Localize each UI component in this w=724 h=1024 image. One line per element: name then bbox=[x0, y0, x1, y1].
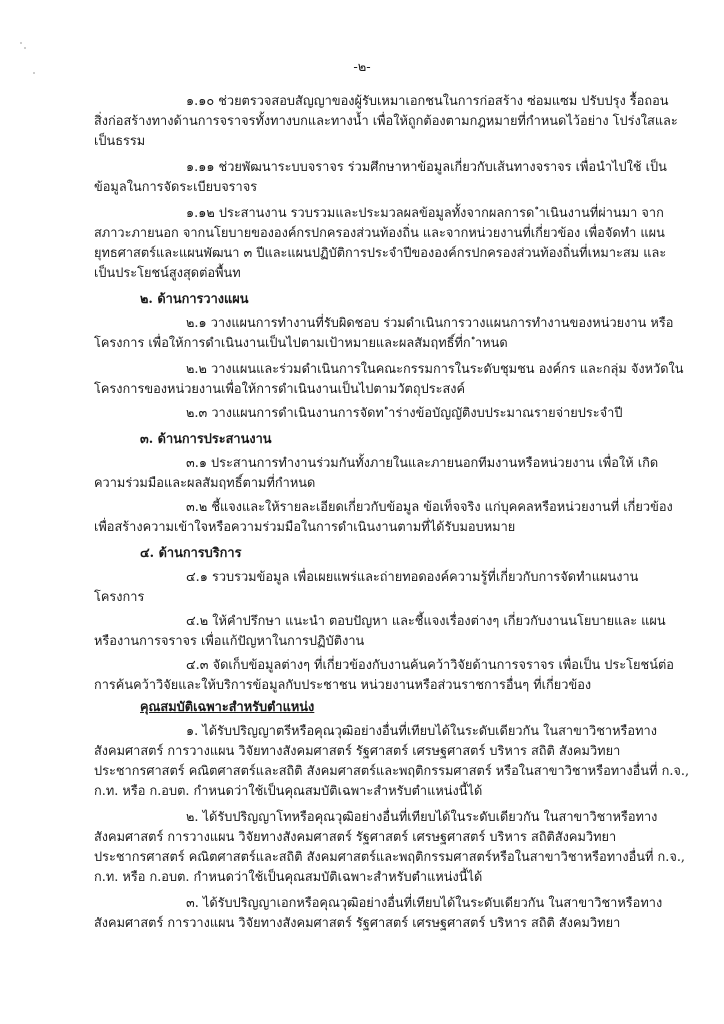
text-line: ๔.๑ รวบรวมข้อมูล เพื่อเผยแพร่และถ่ายทอดองค์ความรู้ที่เกี่ยวกับการจัดทำแผนงาน bbox=[186, 570, 639, 585]
text-line: ความร่วมมือและผลสัมฤทธิ์ตามที่กำหนด bbox=[94, 476, 316, 491]
text-line: ข้อมูลในการจัดระเบียบจราจร bbox=[94, 180, 258, 195]
text-line: ก.ท. หรือ ก.อบต. กำหนดว่าใช้เป็นคุณสมบัติเฉพาะสำหรับตำแหน่งนี้ได้ bbox=[94, 870, 483, 885]
scan-speck bbox=[20, 42, 22, 44]
text-line: ๒.๑ วางแผนการทำงานที่รับผิดชอบ ร่วมดำเนินการวางแผนการทำงานของหน่วยงาน หรือ bbox=[186, 316, 674, 331]
text-line: สังคมศาสตร์ การวางแผน วิจัยทางสังคมศาสตร์ รัฐศาสตร์ เศรษฐศาสตร์ บริหาร สถิติ สังคมวิทยา bbox=[94, 916, 621, 931]
text-line: ๑.๑๐ ช่วยตรวจสอบสัญญาของผู้รับเหมาเอกชนในการก่อสร้าง ซ่อมแซม ปรับปรุง รื้อถอน bbox=[186, 94, 669, 109]
text-line: ประชากรศาสตร์ คณิตศาสตร์และสถิติ สังคมศาสตร์และพฤติกรรมศาสตร์ หรือในสาขาวิชาหรือทางอื่นที่ ก.จ., bbox=[94, 764, 690, 779]
section-heading: ๒. ด้านการวางแผน bbox=[140, 292, 249, 307]
text-line: ยุทธศาสตร์และแผนพัฒนา ๓ ปีและแผนปฏิบัติการประจำปีขององค์กรปกครองส่วนท้องถิ่นที่เหมาะสม และ bbox=[94, 246, 667, 261]
text-line: ๔.๓ จัดเก็บข้อมูลต่างๆ ที่เกี่ยวข้องกับงานค้นคว้าวิจัยด้านการจราจร เพื่อเป็น ประโยชน์ต่อ bbox=[186, 658, 674, 673]
text-line: ๓. ได้รับปริญญาเอกหรือคุณวุฒิอย่างอื่นที่เทียบได้ในระดับเดียวกัน ในสาขาวิชาหรือทาง bbox=[186, 896, 663, 911]
text-line: การค้นคว้าวิจัยและให้บริการข้อมูลกับประชาชน หน่วยงานหรือส่วนราชการอื่นๆ ที่เกี่ยวข้อง bbox=[94, 678, 592, 693]
text-line: เป็นธรรม bbox=[94, 134, 146, 149]
text-line: สภาวะภายนอก จากนโยบายขององค์กรปกครองส่วนท้องถิ่น และจากหน่วยงานที่เกี่ยวข้อง เพื่อจัดทำ แผน bbox=[94, 226, 665, 241]
text-line: โครงการของหน่วยงานเพื่อให้การดำเนินงานเป็นไปตามวัตถุประสงค์ bbox=[94, 382, 466, 397]
text-line: เพื่อสร้างความเข้าใจหรือความร่วมมือในการดำเนินงานตามที่ได้รับมอบหมาย bbox=[94, 520, 516, 535]
text-line: เป็นประโยชน์สูงสุดต่อพื้นท bbox=[94, 266, 241, 281]
text-line: ๔.๒ ให้คำปรึกษา แนะนำ ตอบปัญหา และชี้แจงเรื่องต่างๆ เกี่ยวกับงานนโยบายและ แผน bbox=[186, 614, 666, 629]
qualifications-heading: คุณสมบัติเฉพาะสำหรับตำแหน่ง bbox=[140, 700, 315, 715]
text-line: ๓.๑ ประสานการทำงานร่วมกันทั้งภายในและภายนอกทีมงานหรือหน่วยงาน เพื่อให้ เกิด bbox=[186, 456, 659, 471]
section-heading: ๓. ด้านการประสานงาน bbox=[140, 432, 272, 447]
text-line: สิ่งก่อสร้างทางด้านการจราจรทั้งทางบกและทางน้ำ เพื่อให้ถูกต้องตามกฎหมายที่กำหนดไว้อย่าง โปร่งใสและ bbox=[94, 114, 678, 129]
text-line: โครงการ เพื่อให้การดำเนินงานเป็นไปตามเป้าหมายและผลสัมฤทธิ์ที่ก ำหนด bbox=[94, 336, 508, 351]
text-line: ประชากรศาสตร์ คณิตศาสตร์และสถิติ สังคมศาสตร์และพฤติกรรมศาสตร์หรือในสาขาวิชาหรือทางอื่นที่ ก.จ., bbox=[94, 850, 685, 865]
text-line: ๒.๒ วางแผนและร่วมดำเนินการในคณะกรรมการในระดับชุมชน องค์กร และกลุ่ม จังหวัดใน bbox=[186, 362, 684, 377]
text-line: ๒.๓ วางแผนการดำเนินงานการจัดท ำร่างข้อบัญญัติงบประมาณรายจ่ายประจำปี bbox=[186, 406, 623, 421]
text-line: ๒. ได้รับปริญญาโทหรือคุณวุฒิอย่างอื่นที่เทียบได้ในระดับเดียวกัน ในสาขาวิชาหรือทาง bbox=[186, 810, 658, 825]
page-number: -๒- bbox=[353, 60, 371, 75]
section-heading: ๔. ด้านการบริการ bbox=[140, 546, 242, 561]
text-line: หรืองานการจราจร เพื่อแก้ปัญหาในการปฏิบัติงาน bbox=[94, 634, 365, 649]
text-line: ๓.๒ ชี้แจงและให้รายละเอียดเกี่ยวกับข้อมูล ข้อเท็จจริง แก่บุคคลหรือหน่วยงานที่ เกี่ยวข้อง bbox=[186, 500, 673, 515]
text-line: ๑.๑๑ ช่วยพัฒนาระบบจราจร ร่วมศึกษาหาข้อมูลเกี่ยวกับเส้นทางจราจร เพื่อนำไปใช้ เป็น bbox=[186, 160, 667, 175]
text-line: สังคมศาสตร์ การวางแผน วิจัยทางสังคมศาสตร์ รัฐศาสตร์ เศรษฐศาสตร์ บริหาร สถิติ สังคมวิทยา bbox=[94, 744, 621, 759]
text-line: ก.ท. หรือ ก.อบต. กำหนดว่าใช้เป็นคุณสมบัติเฉพาะสำหรับตำแหน่งนี้ได้ bbox=[94, 784, 483, 799]
text-line: ๑. ได้รับปริญญาตรีหรือคุณวุฒิอย่างอื่นที่เทียบได้ในระดับเดียวกัน ในสาขาวิชาหรือทาง bbox=[186, 724, 657, 739]
text-line: สังคมศาสตร์ การวางแผน วิจัยทางสังคมศาสตร์ รัฐศาสตร์ เศรษฐศาสตร์ บริหาร สถิติสังคมวิทยา bbox=[94, 830, 617, 845]
text-line: ๑.๑๒ ประสานงาน รวบรวมและประมวลผลข้อมูลทั้งจากผลการด ำเนินงานที่ผ่านมา จาก bbox=[186, 206, 664, 221]
text-line: โครงการ bbox=[94, 590, 145, 605]
scan-speck bbox=[24, 47, 26, 49]
